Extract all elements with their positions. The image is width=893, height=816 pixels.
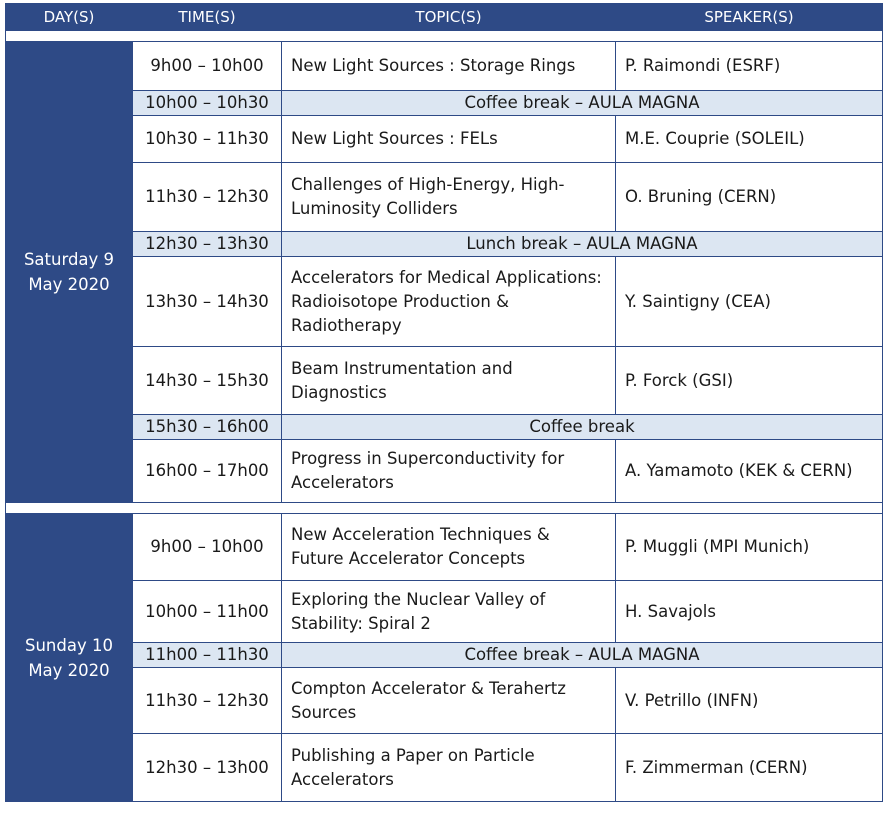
time-cell: 16h00 – 17h00 (133, 440, 282, 503)
speaker-cell: P. Raimondi (ESRF) (616, 42, 883, 91)
header-days: DAY(S) (6, 4, 133, 31)
spacer-row (6, 503, 883, 514)
speaker-cell: Y. Saintigny (CEA) (616, 257, 883, 347)
table-row (6, 668, 883, 734)
time-cell: 9h00 – 10h00 (133, 514, 282, 581)
spacer-row (6, 31, 883, 42)
topic-cell: Challenges of High-Energy, High-Luminosity Colliders (282, 163, 616, 232)
speaker-cell: M.E. Couprie (SOLEIL) (616, 116, 883, 163)
time-cell: 11h30 – 12h30 (133, 163, 282, 232)
schedule-table-container (5, 3, 882, 802)
topic-cell: New Light Sources : FELs (282, 116, 616, 163)
topic-cell: Accelerators for Medical Applications: Radioisotope Production & Radiotherapy (282, 257, 616, 347)
time-cell: 14h30 – 15h30 (133, 347, 282, 415)
break-time-cell: 12h30 – 13h30 (133, 232, 282, 257)
table-row (6, 42, 883, 91)
day-cell (6, 42, 133, 503)
header-row (6, 4, 883, 31)
day-label-line2: May 2020 (28, 275, 110, 294)
table-row (6, 514, 883, 581)
time-cell: 9h00 – 10h00 (133, 42, 282, 91)
topic-cell: Progress in Superconductivity for Accelerators (282, 440, 616, 503)
topic-cell: Exploring the Nuclear Valley of Stability: Spiral 2 (282, 581, 616, 643)
speaker-cell: P. Forck (GSI) (616, 347, 883, 415)
topic-cell: Compton Accelerator & Terahertz Sources (282, 668, 616, 734)
speaker-cell: F. Zimmerman (CERN) (616, 734, 883, 802)
speaker-cell: O. Bruning (CERN) (616, 163, 883, 232)
break-label-cell: Coffee break – AULA MAGNA (282, 643, 883, 668)
break-label-cell: Coffee break (282, 415, 883, 440)
day-label-line2: May 2020 (28, 660, 110, 680)
table-row (6, 347, 883, 415)
topic-cell: Beam Instrumentation and Diagnostics (282, 347, 616, 415)
table-row (6, 734, 883, 802)
break-row (6, 415, 883, 440)
speaker-cell: A. Yamamoto (KEK & CERN) (616, 440, 883, 503)
break-time-cell: 15h30 – 16h00 (133, 415, 282, 440)
topic-cell: Publishing a Paper on Particle Accelerators (282, 734, 616, 802)
table-row (6, 581, 883, 643)
topic-cell: New Acceleration Techniques & Future Accelerator Concepts (282, 514, 616, 581)
speaker-cell: H. Savajols (616, 581, 883, 643)
day-label-line1: Sunday 10 (25, 635, 113, 655)
break-label-cell: Lunch break – AULA MAGNA (282, 232, 883, 257)
break-row (6, 91, 883, 116)
time-cell: 11h30 – 12h30 (133, 668, 282, 734)
header-topics: TOPIC(S) (282, 4, 616, 31)
header-times: TIME(S) (133, 4, 282, 31)
speaker-cell: V. Petrillo (INFN) (616, 668, 883, 734)
time-cell: 13h30 – 14h30 (133, 257, 282, 347)
break-time-cell: 11h00 – 11h30 (133, 643, 282, 668)
break-time-cell: 10h00 – 10h30 (133, 91, 282, 116)
time-cell: 12h30 – 13h00 (133, 734, 282, 802)
table-row (6, 440, 883, 503)
day-cell (6, 514, 133, 802)
table-row (6, 116, 883, 163)
topic-cell: New Light Sources : Storage Rings (282, 42, 616, 91)
header-speakers: SPEAKER(S) (616, 4, 883, 31)
day-label-line1: Saturday 9 (23, 250, 115, 269)
time-cell: 10h30 – 11h30 (133, 116, 282, 163)
break-label-cell: Coffee break – AULA MAGNA (282, 91, 883, 116)
schedule-table (5, 3, 883, 802)
break-row (6, 643, 883, 668)
table-row (6, 163, 883, 232)
table-row (6, 257, 883, 347)
time-cell: 10h00 – 11h00 (133, 581, 282, 643)
break-row (6, 232, 883, 257)
speaker-cell: P. Muggli (MPI Munich) (616, 514, 883, 581)
